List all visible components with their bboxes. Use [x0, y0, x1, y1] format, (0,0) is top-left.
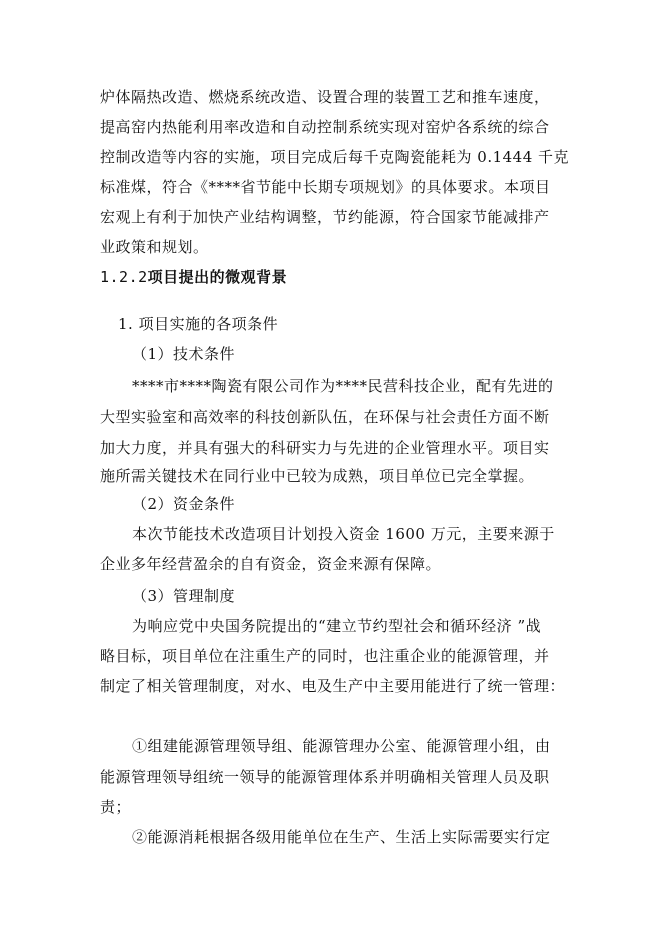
paragraph-line: 为响应党中央国务院提出的“建立节约型社会和循环经济 ”战 [132, 617, 542, 635]
numbered-point: ①组建能源管理领导组、能源管理办公室、能源管理小组，由 [132, 737, 551, 755]
numbered-point: ②能源消耗根据各级用能单位在生产、生活上实际需要实行定 [132, 828, 551, 846]
paragraph-line: ****市****陶瓷有限公司作为****民营科技企业，配有先进的 [132, 377, 554, 395]
section-heading [100, 267, 287, 287]
section-title: 项目提出的微观背景 [147, 268, 288, 286]
paragraph-line: 企业多年经营盈余的自有资金，资金来源有保障。 [100, 555, 442, 573]
paragraph-line: 提高窑内热能利用率改造和自动控制系统实现对窑炉各系统的综合 [100, 118, 550, 136]
list-item-heading: 1. 项目实施的各项条件 [118, 315, 279, 333]
paragraph-line: 控制改造等内容的实施，项目完成后每千克陶瓷能耗为 0.1444 千克 [100, 148, 570, 166]
paragraph-line: 加大力度，并具有强大的科研实力与先进的企业管理水平。项目实 [100, 439, 550, 457]
paragraph-line: 业政策和规划。 [100, 238, 209, 256]
paragraph-line: 施所需关键技术在同行业中已较为成熟，项目单位已完全掌握。 [100, 467, 535, 485]
subsection-label: （3）管理制度 [132, 587, 236, 605]
paragraph-line: 制定了相关管理制度，对水、电及生产中主要用能进行了统一管理： [100, 677, 566, 695]
paragraph-line: 宏观上有利于加快产业结构调整，节约能源，符合国家节能减排产 [100, 208, 550, 226]
subsection-label: （2）资金条件 [132, 495, 236, 513]
paragraph-line: 本次节能技术改造项目计划投入资金 1600 万元，主要来源于 [132, 525, 555, 543]
paragraph-line: 标准煤，符合《****省节能中长期专项规划》的具体要求。本项目 [100, 178, 551, 196]
subsection-label: （1）技术条件 [132, 345, 236, 363]
paragraph-line: 大型实验室和高效率的科技创新队伍，在环保与社会责任方面不断 [100, 408, 550, 426]
paragraph-line: 责； [100, 798, 132, 816]
section-number: 1.2.2 [100, 268, 148, 286]
paragraph-line: 略目标，项目单位在注重生产的同时，也注重企业的能源管理，并 [100, 647, 550, 665]
paragraph-line: 能源管理领导组统一领导的能源管理体系并明确相关管理人员及职 [100, 768, 550, 786]
paragraph-line: 炉体隔热改造、燃烧系统改造、设置合理的装置工艺和推车速度， [100, 88, 550, 106]
